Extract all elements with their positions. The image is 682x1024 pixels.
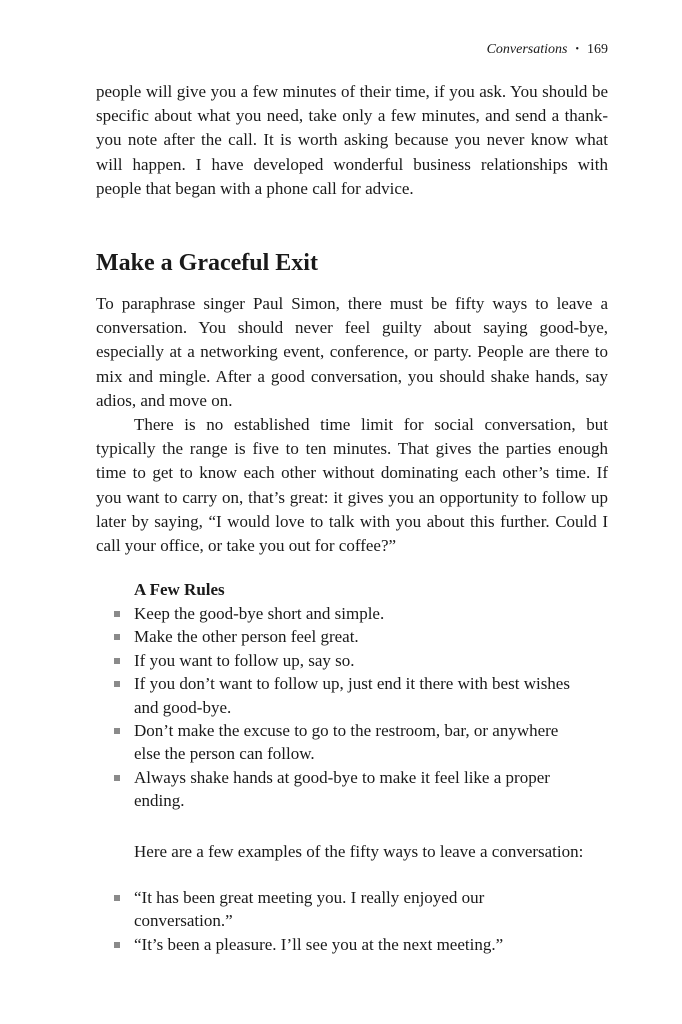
examples-list — [96, 886, 608, 956]
rules-title: A Few Rules — [134, 580, 225, 599]
list-item: Always shake hands at good-bye to make it feel like a proper ending. — [96, 766, 574, 813]
bullet-icon — [114, 611, 120, 617]
bullet-icon — [114, 658, 120, 664]
running-head-section: Conversations — [486, 42, 568, 57]
list-item: Keep the good-bye short and simple. — [96, 602, 574, 625]
list-item: If you don’t want to follow up, just end it there with best wishes and good-bye. — [96, 672, 574, 719]
running-head-separator: • — [575, 44, 579, 55]
book-page — [96, 0, 608, 1024]
section-heading: Make a Graceful Exit — [96, 250, 318, 276]
list-item: “It’s been a pleasure. I’ll see you at the next meeting.” — [96, 933, 574, 956]
body-paragraph-1: To paraphrase singer Paul Simon, there must be fifty ways to leave a conversation. You should never feel guilty about saying good-bye, especially at a networking event, conference, or party. People are there to mix and mingle. After a good conversation, you should shake hands, say adios, and move on. — [96, 294, 608, 410]
running-head — [487, 40, 608, 60]
list-item: “It has been great meeting you. I really enjoyed our conversation.” — [96, 886, 574, 933]
opening-paragraph: people will give you a few minutes of their time, if you ask. You should be specific about what you need, take only a few minutes, and send a thank-you note after the call. It is worth asking because you never know what will happen. I have developed wonderful business relationships with people that began with a phone call for advice. — [96, 82, 608, 198]
bullet-icon — [114, 634, 120, 640]
body-paragraph-2: There is no established time limit for social conversation, but typically the range is five to ten minutes. That gives the parties enough time to get to know each other without dominating each other’s time. If you want to carry on, that’s great: it gives you an opportunity to follow up later by saying, “I would love to talk with you about this further. Could I call your office, or take you out for coffee?” — [96, 415, 608, 556]
bullet-icon — [114, 895, 120, 901]
bullet-icon — [114, 942, 120, 948]
bullet-icon — [114, 728, 120, 734]
page-number: 169 — [587, 42, 608, 57]
bullet-icon — [114, 681, 120, 687]
bullet-icon — [114, 775, 120, 781]
list-item: If you want to follow up, say so. — [96, 649, 574, 672]
list-item: Make the other person feel great. — [96, 625, 574, 648]
rules-list — [96, 602, 608, 813]
examples-intro: Here are a few examples of the fifty ways to leave a conversation: — [134, 842, 584, 861]
list-item: Don’t make the excuse to go to the restroom, bar, or anywhere else the person can follow. — [96, 719, 574, 766]
